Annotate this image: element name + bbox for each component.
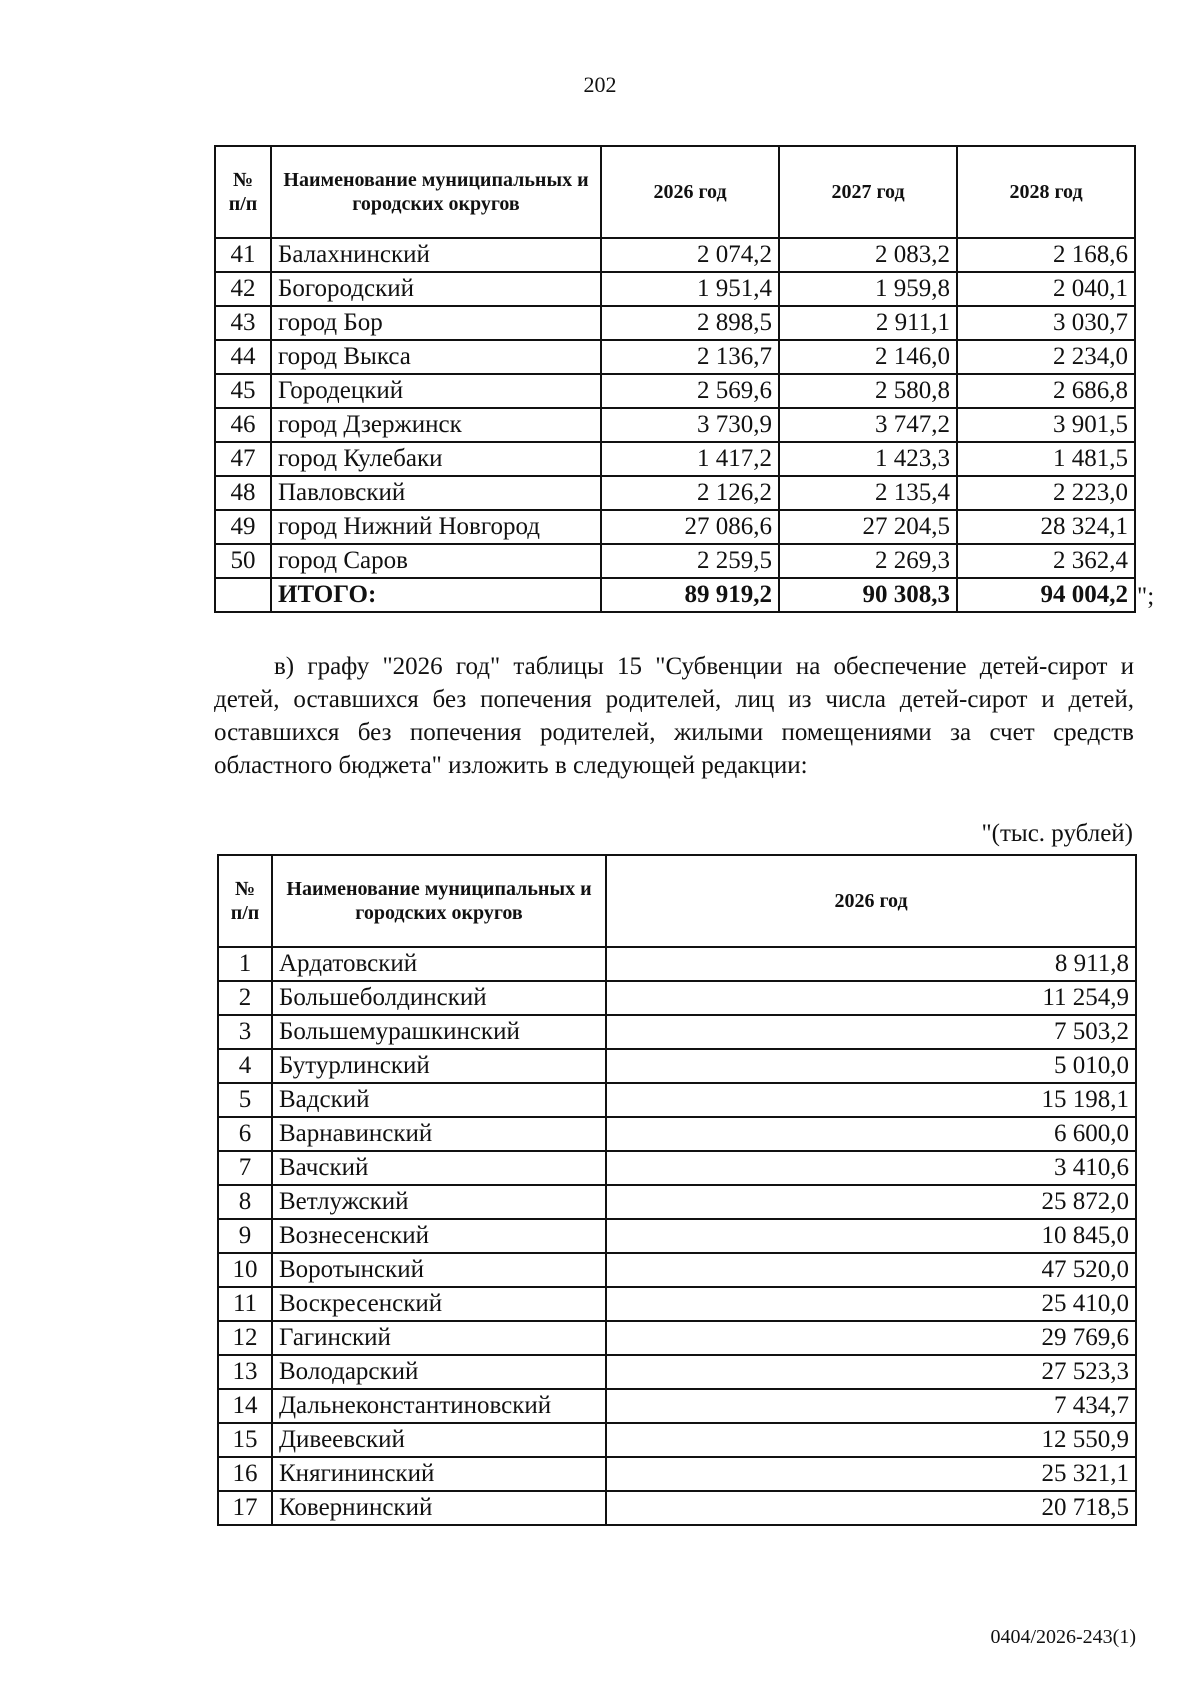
total-label: ИТОГО:: [271, 578, 601, 612]
header-num: № п/п: [218, 855, 272, 947]
total-2028: 94 004,2: [957, 578, 1135, 612]
total-2026: 89 919,2: [601, 578, 779, 612]
table-row: [215, 374, 1135, 408]
value-2026: 2 136,7: [601, 340, 779, 374]
table-row: [218, 947, 1136, 981]
row-number: 16: [218, 1457, 272, 1491]
housing-subvention-table: [217, 854, 1137, 1526]
value-2026: 6 600,0: [606, 1117, 1136, 1151]
header-name: Наименование муниципальных и городских округов: [272, 855, 606, 947]
row-number: 7: [218, 1151, 272, 1185]
value-2026: 20 718,5: [606, 1491, 1136, 1525]
row-number: 48: [215, 476, 271, 510]
district-name: город Нижний Новгород: [271, 510, 601, 544]
table-row: [218, 1423, 1136, 1457]
table-row: [215, 544, 1135, 578]
row-number: 8: [218, 1185, 272, 1219]
row-number: 3: [218, 1015, 272, 1049]
header-num: № п/п: [215, 146, 271, 238]
value-2027: 1 959,8: [779, 272, 957, 306]
row-number: 45: [215, 374, 271, 408]
row-number: 50: [215, 544, 271, 578]
value-2026: 27 523,3: [606, 1355, 1136, 1389]
value-2028: 2 040,1: [957, 272, 1135, 306]
row-number: 12: [218, 1321, 272, 1355]
value-2026: 1 417,2: [601, 442, 779, 476]
value-2026: 3 410,6: [606, 1151, 1136, 1185]
row-number: 10: [218, 1253, 272, 1287]
value-2026: 25 872,0: [606, 1185, 1136, 1219]
district-name: Ветлужский: [272, 1185, 606, 1219]
row-number: 15: [218, 1423, 272, 1457]
table-row: [215, 408, 1135, 442]
value-2028: 2 223,0: [957, 476, 1135, 510]
district-name: Павловский: [271, 476, 601, 510]
row-number: 41: [215, 238, 271, 272]
table-row: [215, 306, 1135, 340]
district-name: Дальнеконстантиновский: [272, 1389, 606, 1423]
value-2026: 3 730,9: [601, 408, 779, 442]
row-number: 14: [218, 1389, 272, 1423]
district-name: Городецкий: [271, 374, 601, 408]
district-name: город Бор: [271, 306, 601, 340]
value-2027: 1 423,3: [779, 442, 957, 476]
table-row: [218, 1049, 1136, 1083]
header-2027: 2027 год: [779, 146, 957, 238]
table-row: [218, 1083, 1136, 1117]
value-2026: 8 911,8: [606, 947, 1136, 981]
table-row: [218, 1151, 1136, 1185]
total-2027: 90 308,3: [779, 578, 957, 612]
table-row: [218, 1389, 1136, 1423]
row-number: 1: [218, 947, 272, 981]
unit-label: "(тыс. рублей): [981, 820, 1133, 847]
row-number: 9: [218, 1219, 272, 1253]
value-2027: 2 146,0: [779, 340, 957, 374]
table-row: [215, 442, 1135, 476]
district-name: Вознесенский: [272, 1219, 606, 1253]
value-2028: 3 030,7: [957, 306, 1135, 340]
row-number: 13: [218, 1355, 272, 1389]
table-row: [218, 1457, 1136, 1491]
row-number: 2: [218, 981, 272, 1015]
value-2028: 2 168,6: [957, 238, 1135, 272]
district-name: город Кулебаки: [271, 442, 601, 476]
header-2026: 2026 год: [601, 146, 779, 238]
table-row: [215, 476, 1135, 510]
district-name: Вадский: [272, 1083, 606, 1117]
district-name: Володарский: [272, 1355, 606, 1389]
table-row: [218, 1015, 1136, 1049]
table-row: [218, 1253, 1136, 1287]
district-name: Ковернинский: [272, 1491, 606, 1525]
value-2028: 2 234,0: [957, 340, 1135, 374]
table-row: [218, 981, 1136, 1015]
row-number: 46: [215, 408, 271, 442]
district-name: Княгининский: [272, 1457, 606, 1491]
header-2028: 2028 год: [957, 146, 1135, 238]
table-row: [218, 1219, 1136, 1253]
row-number: 5: [218, 1083, 272, 1117]
table-row: [215, 510, 1135, 544]
district-name: Большеболдинский: [272, 981, 606, 1015]
district-name: Воскресенский: [272, 1287, 606, 1321]
value-2028: 28 324,1: [957, 510, 1135, 544]
value-2026: 27 086,6: [601, 510, 779, 544]
value-2026: 2 898,5: [601, 306, 779, 340]
row-number: 17: [218, 1491, 272, 1525]
table-row: [218, 1355, 1136, 1389]
total-num-cell: [215, 578, 271, 612]
row-number: 4: [218, 1049, 272, 1083]
row-number: 47: [215, 442, 271, 476]
value-2026: 12 550,9: [606, 1423, 1136, 1457]
row-number: 6: [218, 1117, 272, 1151]
district-name: Балахнинский: [271, 238, 601, 272]
table-row: [218, 1321, 1136, 1355]
value-2026: 5 010,0: [606, 1049, 1136, 1083]
value-2028: 1 481,5: [957, 442, 1135, 476]
table-row: [215, 238, 1135, 272]
district-name: город Саров: [271, 544, 601, 578]
table-row: [215, 340, 1135, 374]
district-name: город Выкса: [271, 340, 601, 374]
district-name: Гагинский: [272, 1321, 606, 1355]
value-2026: 2 569,6: [601, 374, 779, 408]
value-2027: 3 747,2: [779, 408, 957, 442]
value-2026: 29 769,6: [606, 1321, 1136, 1355]
value-2026: 15 198,1: [606, 1083, 1136, 1117]
table-body: [218, 947, 1136, 1525]
district-name: Ардатовский: [272, 947, 606, 981]
value-2027: 2 083,2: [779, 238, 957, 272]
value-2026: 2 259,5: [601, 544, 779, 578]
district-name: Бутурлинский: [272, 1049, 606, 1083]
row-number: 11: [218, 1287, 272, 1321]
district-name: Вачский: [272, 1151, 606, 1185]
value-2026: 2 074,2: [601, 238, 779, 272]
amendment-text: в) графу "2026 год" таблицы 15 "Субвенции на обеспечение детей-сирот и детей, оставшихся без попечения родителей, лиц из числа детей-сирот и детей, оставшихся без попечения родителей, жилыми помещениями за счет средств областного бюджета" изложить в следующей редакции:: [214, 653, 1134, 779]
row-number: 43: [215, 306, 271, 340]
row-number: 42: [215, 272, 271, 306]
table-header-row: [215, 146, 1135, 238]
district-name: Большемурашкинский: [272, 1015, 606, 1049]
value-2026: 2 126,2: [601, 476, 779, 510]
value-2026: 10 845,0: [606, 1219, 1136, 1253]
document-code: 0404/2026-243(1): [990, 1626, 1136, 1648]
value-2027: 2 911,1: [779, 306, 957, 340]
value-2028: 3 901,5: [957, 408, 1135, 442]
value-2026: 7 503,2: [606, 1015, 1136, 1049]
value-2027: 2 580,8: [779, 374, 957, 408]
value-2028: 2 686,8: [957, 374, 1135, 408]
value-2026: 11 254,9: [606, 981, 1136, 1015]
value-2027: 2 269,3: [779, 544, 957, 578]
district-name: Варнавинский: [272, 1117, 606, 1151]
table-row: [218, 1287, 1136, 1321]
value-2026: 47 520,0: [606, 1253, 1136, 1287]
district-name: Дивеевский: [272, 1423, 606, 1457]
value-2026: 7 434,7: [606, 1389, 1136, 1423]
value-2026: 25 321,1: [606, 1457, 1136, 1491]
table-header-row: [218, 855, 1136, 947]
total-row: [215, 578, 1135, 612]
table-body: [215, 238, 1135, 612]
district-name: Воротынский: [272, 1253, 606, 1287]
table-row: [218, 1117, 1136, 1151]
value-2027: 2 135,4: [779, 476, 957, 510]
header-2026: 2026 год: [606, 855, 1136, 947]
district-name: город Дзержинск: [271, 408, 601, 442]
row-number: 49: [215, 510, 271, 544]
header-name: Наименование муниципальных и городских округов: [271, 146, 601, 238]
row-number: 44: [215, 340, 271, 374]
value-2027: 27 204,5: [779, 510, 957, 544]
amendment-paragraph: [214, 650, 1134, 782]
table-row: [218, 1185, 1136, 1219]
table-row: [215, 272, 1135, 306]
value-2026: 1 951,4: [601, 272, 779, 306]
value-2026: 25 410,0: [606, 1287, 1136, 1321]
table-row: [218, 1491, 1136, 1525]
closing-quote: ";: [1137, 583, 1155, 610]
district-name: Богородский: [271, 272, 601, 306]
subsidy-table-continued: [214, 145, 1136, 613]
page-number: 202: [583, 72, 617, 97]
value-2028: 2 362,4: [957, 544, 1135, 578]
